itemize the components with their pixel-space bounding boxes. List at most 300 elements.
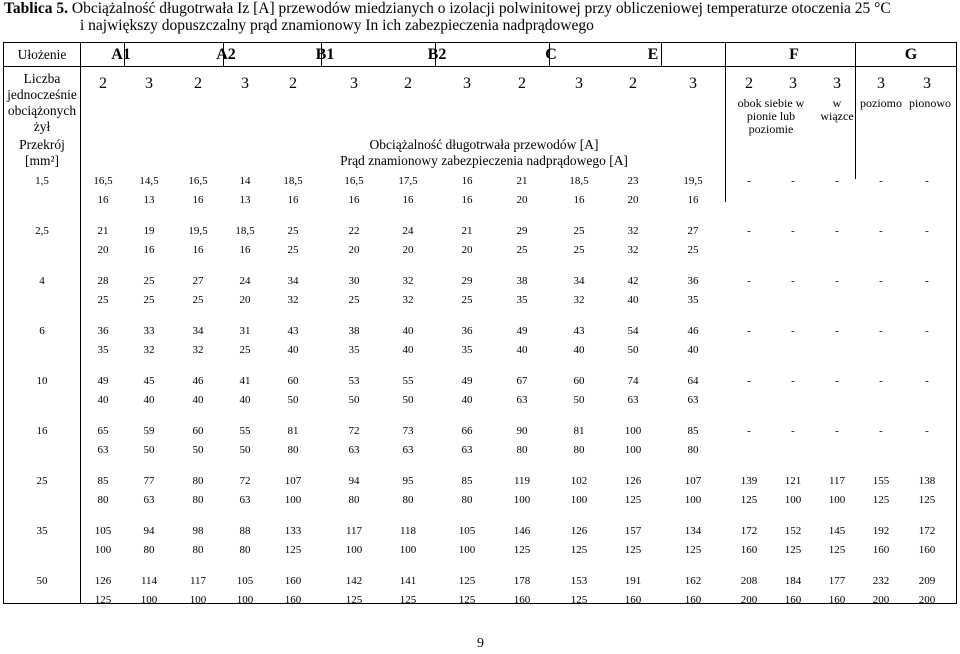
capacity-table xyxy=(3,42,957,604)
iz-value: - xyxy=(791,175,795,187)
iz-value: 55 xyxy=(239,425,251,437)
iz-value: 67 xyxy=(516,375,528,387)
in-value: 63 xyxy=(627,394,639,406)
caption-line2: i największy dopuszczalny prąd znamionowy In ich zabezpieczenia nadprądowego xyxy=(80,17,594,34)
core-count: 3 xyxy=(877,75,885,92)
iz-value: 23 xyxy=(627,175,639,187)
in-value: 13 xyxy=(239,194,251,206)
core-count: 3 xyxy=(689,75,697,92)
iz-value: 88 xyxy=(239,525,251,537)
iz-value: - xyxy=(925,375,929,387)
iz-value: 73 xyxy=(402,425,414,437)
unit-line-iz: Obciążalność długotrwała przewodów [A] xyxy=(369,137,599,152)
iz-value: 25 xyxy=(573,225,585,237)
iz-value: - xyxy=(835,275,839,287)
iz-value: 36 xyxy=(687,275,699,287)
iz-value: 134 xyxy=(684,525,702,537)
in-value: 32 xyxy=(573,294,585,306)
iz-value: 81 xyxy=(573,425,585,437)
in-value: 80 xyxy=(287,444,299,456)
iz-value: 72 xyxy=(348,425,360,437)
core-count: 3 xyxy=(923,75,931,92)
iz-value: - xyxy=(835,225,839,237)
in-value: 160 xyxy=(740,544,758,556)
in-value: 160 xyxy=(624,594,642,606)
iz-value: - xyxy=(879,175,883,187)
in-value: 40 xyxy=(402,344,414,356)
arrangement-c: C xyxy=(545,46,557,63)
core-count: 2 xyxy=(404,75,412,92)
iz-value: 19 xyxy=(143,225,155,237)
in-value: 16 xyxy=(192,244,204,256)
in-value: 125 xyxy=(570,544,588,556)
row-section: 4 xyxy=(39,275,45,287)
iz-value: - xyxy=(835,375,839,387)
iz-value: 22 xyxy=(348,225,360,237)
in-value: 80 xyxy=(461,494,473,506)
in-value: 100 xyxy=(458,544,476,556)
header-row-divider xyxy=(4,66,956,67)
in-value: 32 xyxy=(192,344,204,356)
in-value: 25 xyxy=(687,244,699,256)
iz-value: 153 xyxy=(570,575,588,587)
in-value: 80 xyxy=(687,444,699,456)
in-value: 20 xyxy=(239,294,251,306)
in-value: 125 xyxy=(284,544,302,556)
iz-value: - xyxy=(925,425,929,437)
iz-value: 94 xyxy=(348,475,360,487)
iz-value: 125 xyxy=(458,575,476,587)
iz-value: 60 xyxy=(192,425,204,437)
arrangement-e: E xyxy=(647,46,659,63)
iz-value: - xyxy=(879,425,883,437)
row-label-cores: Liczba jednocześnie obciążonych żył xyxy=(7,71,77,134)
in-value: 40 xyxy=(97,394,109,406)
in-value: 40 xyxy=(573,344,585,356)
iz-value: 105 xyxy=(94,525,112,537)
iz-value: - xyxy=(791,425,795,437)
iz-value: - xyxy=(791,275,795,287)
in-value: 125 xyxy=(684,544,702,556)
in-value: 100 xyxy=(684,494,702,506)
in-value: 32 xyxy=(287,294,299,306)
iz-value: 98 xyxy=(192,525,204,537)
in-value: 32 xyxy=(143,344,155,356)
fg-sublabel: poziomo xyxy=(860,96,902,110)
iz-value: - xyxy=(791,325,795,337)
iz-value: 74 xyxy=(627,375,639,387)
iz-value: 34 xyxy=(573,275,585,287)
iz-value: 41 xyxy=(239,375,251,387)
row-label-arrangement: Ułożenie xyxy=(17,47,67,62)
iz-value: 53 xyxy=(348,375,360,387)
in-value: 200 xyxy=(740,594,758,606)
in-value: 100 xyxy=(345,544,363,556)
in-value: 125 xyxy=(94,594,112,606)
in-value: 125 xyxy=(399,594,417,606)
iz-value: 117 xyxy=(828,475,846,487)
in-value: 125 xyxy=(784,544,802,556)
iz-value: 72 xyxy=(239,475,251,487)
iz-value: 36 xyxy=(461,325,473,337)
iz-value: 55 xyxy=(402,375,414,387)
core-count: 3 xyxy=(350,75,358,92)
in-value: 160 xyxy=(513,594,531,606)
in-value: 125 xyxy=(345,594,363,606)
in-value: 32 xyxy=(627,244,639,256)
iz-value: 34 xyxy=(287,275,299,287)
in-value: 100 xyxy=(570,494,588,506)
in-value: 63 xyxy=(516,394,528,406)
in-value: 160 xyxy=(784,594,802,606)
iz-value: 30 xyxy=(348,275,360,287)
iz-value: 155 xyxy=(872,475,890,487)
iz-value: 59 xyxy=(143,425,155,437)
iz-value: 162 xyxy=(684,575,702,587)
in-value: 63 xyxy=(239,494,251,506)
iz-value: 27 xyxy=(192,275,204,287)
core-count: 3 xyxy=(575,75,583,92)
iz-value: - xyxy=(747,325,751,337)
iz-value: 19,5 xyxy=(683,175,703,187)
iz-value: 105 xyxy=(458,525,476,537)
in-value: 200 xyxy=(918,594,936,606)
in-value: 40 xyxy=(287,344,299,356)
in-value: 63 xyxy=(348,444,360,456)
in-value: 50 xyxy=(573,394,585,406)
core-count: 3 xyxy=(833,75,841,92)
iz-value: 24 xyxy=(402,225,414,237)
iz-value: 14 xyxy=(239,175,251,187)
row-section: 25 xyxy=(36,475,48,487)
in-value: 25 xyxy=(461,294,473,306)
iz-value: 19,5 xyxy=(188,225,208,237)
iz-value: 102 xyxy=(570,475,588,487)
in-value: 50 xyxy=(348,394,360,406)
iz-value: 16,5 xyxy=(344,175,364,187)
iz-value: 17,5 xyxy=(398,175,418,187)
iz-value: 172 xyxy=(740,525,758,537)
arrangement-g: G xyxy=(904,46,918,63)
in-value: 125 xyxy=(828,544,846,556)
fg-sublabel: pionowo xyxy=(909,96,951,110)
iz-value: 18,5 xyxy=(569,175,589,187)
core-count: 2 xyxy=(99,75,107,92)
core-count: 2 xyxy=(745,75,753,92)
iz-value: 31 xyxy=(239,325,251,337)
iz-value: - xyxy=(879,325,883,337)
in-value: 100 xyxy=(189,594,207,606)
iz-value: 49 xyxy=(461,375,473,387)
core-count: 3 xyxy=(463,75,471,92)
iz-value: - xyxy=(879,225,883,237)
in-value: 63 xyxy=(97,444,109,456)
in-value: 63 xyxy=(402,444,414,456)
fg-sublabel: obok siebie w pionie lub poziomie xyxy=(737,96,805,136)
iz-value: 46 xyxy=(687,325,699,337)
iz-value: - xyxy=(791,225,795,237)
iz-value: 138 xyxy=(918,475,936,487)
in-value: 40 xyxy=(627,294,639,306)
iz-value: 36 xyxy=(97,325,109,337)
iz-value: 34 xyxy=(192,325,204,337)
iz-value: - xyxy=(879,275,883,287)
iz-value: - xyxy=(835,175,839,187)
iz-value: 40 xyxy=(402,325,414,337)
in-value: 25 xyxy=(287,244,299,256)
in-value: 63 xyxy=(461,444,473,456)
iz-value: 95 xyxy=(402,475,414,487)
arrangement-b1: B1 xyxy=(315,46,335,63)
in-value: 50 xyxy=(287,394,299,406)
iz-value: - xyxy=(747,275,751,287)
iz-value: 42 xyxy=(627,275,639,287)
iz-value: - xyxy=(925,275,929,287)
in-value: 35 xyxy=(348,344,360,356)
in-value: 50 xyxy=(402,394,414,406)
in-value: 50 xyxy=(239,444,251,456)
iz-value: 65 xyxy=(97,425,109,437)
iz-value: 152 xyxy=(784,525,802,537)
in-value: 50 xyxy=(192,444,204,456)
arrangement-b2: B2 xyxy=(427,46,447,63)
iz-value: 232 xyxy=(872,575,890,587)
in-value: 16 xyxy=(461,194,473,206)
iz-value: 114 xyxy=(140,575,158,587)
in-value: 20 xyxy=(627,194,639,206)
in-value: 16 xyxy=(287,194,299,206)
core-count: 2 xyxy=(518,75,526,92)
iz-value: 77 xyxy=(143,475,155,487)
in-value: 35 xyxy=(687,294,699,306)
iz-value: 85 xyxy=(97,475,109,487)
in-value: 80 xyxy=(192,544,204,556)
row-section: 35 xyxy=(36,525,48,537)
iz-value: 142 xyxy=(345,575,363,587)
page-number: 9 xyxy=(477,636,484,651)
in-value: 100 xyxy=(399,544,417,556)
iz-value: 27 xyxy=(687,225,699,237)
in-value: 100 xyxy=(828,494,846,506)
in-value: 100 xyxy=(236,594,254,606)
iz-value: 28 xyxy=(97,275,109,287)
iz-value: 32 xyxy=(402,275,414,287)
in-value: 125 xyxy=(513,544,531,556)
iz-value: 18,5 xyxy=(235,225,255,237)
iz-value: 66 xyxy=(461,425,473,437)
in-value: 50 xyxy=(143,444,155,456)
fg-sublabel: w wiązce xyxy=(820,96,854,123)
arrangement-divider xyxy=(725,43,726,66)
in-value: 25 xyxy=(143,294,155,306)
iz-value: 208 xyxy=(740,575,758,587)
in-value: 100 xyxy=(94,544,112,556)
iz-value: 81 xyxy=(287,425,299,437)
row-section: 6 xyxy=(39,325,45,337)
in-value: 125 xyxy=(570,594,588,606)
in-value: 20 xyxy=(461,244,473,256)
iz-value: 145 xyxy=(828,525,846,537)
iz-value: 16 xyxy=(461,175,473,187)
iz-value: 29 xyxy=(461,275,473,287)
iz-value: 94 xyxy=(143,525,155,537)
iz-value: - xyxy=(925,175,929,187)
core-count: 3 xyxy=(789,75,797,92)
iz-value: 24 xyxy=(239,275,251,287)
in-value: 20 xyxy=(97,244,109,256)
iz-value: - xyxy=(879,375,883,387)
in-value: 80 xyxy=(573,444,585,456)
iz-value: 105 xyxy=(236,575,254,587)
iz-value: 117 xyxy=(189,575,207,587)
in-value: 125 xyxy=(740,494,758,506)
iz-value: 172 xyxy=(918,525,936,537)
iz-value: 100 xyxy=(624,425,642,437)
in-value: 63 xyxy=(687,394,699,406)
in-value: 25 xyxy=(573,244,585,256)
iz-value: 33 xyxy=(143,325,155,337)
iz-value: 184 xyxy=(784,575,802,587)
in-value: 13 xyxy=(143,194,155,206)
in-value: 100 xyxy=(284,494,302,506)
iz-value: 85 xyxy=(461,475,473,487)
iz-value: 60 xyxy=(573,375,585,387)
in-value: 25 xyxy=(348,294,360,306)
in-value: 125 xyxy=(872,494,890,506)
row-section: 16 xyxy=(36,425,48,437)
iz-value: - xyxy=(791,375,795,387)
in-value: 16 xyxy=(573,194,585,206)
iz-value: 107 xyxy=(284,475,302,487)
in-value: 40 xyxy=(143,394,155,406)
iz-value: 18,5 xyxy=(283,175,303,187)
in-value: 16 xyxy=(402,194,414,206)
in-value: 25 xyxy=(239,344,251,356)
arrangement-a2: A2 xyxy=(216,46,236,63)
iz-value: 192 xyxy=(872,525,890,537)
in-value: 200 xyxy=(872,594,890,606)
in-value: 16 xyxy=(97,194,109,206)
row-section: 10 xyxy=(36,375,48,387)
iz-value: 54 xyxy=(627,325,639,337)
in-value: 35 xyxy=(461,344,473,356)
in-value: 80 xyxy=(192,494,204,506)
in-value: 100 xyxy=(624,444,642,456)
in-value: 25 xyxy=(192,294,204,306)
iz-value: 90 xyxy=(516,425,528,437)
in-value: 20 xyxy=(348,244,360,256)
in-value: 80 xyxy=(239,544,251,556)
iz-value: 21 xyxy=(97,225,109,237)
in-value: 160 xyxy=(284,594,302,606)
iz-value: 209 xyxy=(918,575,936,587)
iz-value: 118 xyxy=(399,525,417,537)
in-value: 40 xyxy=(516,344,528,356)
in-value: 16 xyxy=(687,194,699,206)
iz-value: 178 xyxy=(513,575,531,587)
iz-value: 32 xyxy=(627,225,639,237)
iz-value: 38 xyxy=(516,275,528,287)
in-value: 160 xyxy=(828,594,846,606)
iz-value: - xyxy=(835,325,839,337)
in-value: 35 xyxy=(97,344,109,356)
in-value: 32 xyxy=(402,294,414,306)
iz-value: 119 xyxy=(513,475,531,487)
in-value: 100 xyxy=(513,494,531,506)
iz-value: - xyxy=(747,225,751,237)
in-value: 16 xyxy=(239,244,251,256)
in-value: 50 xyxy=(627,344,639,356)
in-value: 100 xyxy=(784,494,802,506)
in-value: 40 xyxy=(461,394,473,406)
core-count: 3 xyxy=(145,75,153,92)
iz-value: 146 xyxy=(513,525,531,537)
unit-line-in: Prąd znamionowy zabezpieczenia nadprądowego [A] xyxy=(340,153,628,168)
iz-value: 46 xyxy=(192,375,204,387)
arrangement-a1: A1 xyxy=(111,46,131,63)
iz-value: 43 xyxy=(287,325,299,337)
iz-value: 14,5 xyxy=(139,175,159,187)
iz-value: - xyxy=(925,225,929,237)
in-value: 80 xyxy=(516,444,528,456)
in-value: 125 xyxy=(624,494,642,506)
in-value: 35 xyxy=(516,294,528,306)
label-column-divider xyxy=(80,43,81,603)
iz-value: 21 xyxy=(461,225,473,237)
in-value: 160 xyxy=(918,544,936,556)
iz-value: 107 xyxy=(684,475,702,487)
iz-value: 133 xyxy=(284,525,302,537)
iz-value: 139 xyxy=(740,475,758,487)
core-count: 2 xyxy=(629,75,637,92)
row-section: 1,5 xyxy=(35,175,49,187)
iz-value: 49 xyxy=(97,375,109,387)
iz-value: 21 xyxy=(516,175,528,187)
iz-value: 141 xyxy=(399,575,417,587)
iz-value: 29 xyxy=(516,225,528,237)
iz-value: 45 xyxy=(143,375,155,387)
in-value: 20 xyxy=(402,244,414,256)
iz-value: 25 xyxy=(287,225,299,237)
in-value: 100 xyxy=(140,594,158,606)
row-section: 2,5 xyxy=(35,225,49,237)
iz-value: 126 xyxy=(94,575,112,587)
in-value: 80 xyxy=(97,494,109,506)
iz-value: 16,5 xyxy=(93,175,113,187)
in-value: 80 xyxy=(143,544,155,556)
iz-value: 49 xyxy=(516,325,528,337)
in-value: 40 xyxy=(239,394,251,406)
in-value: 16 xyxy=(348,194,360,206)
iz-value: 60 xyxy=(287,375,299,387)
iz-value: - xyxy=(747,175,751,187)
iz-value: 121 xyxy=(784,475,802,487)
iz-value: 43 xyxy=(573,325,585,337)
in-value: 40 xyxy=(687,344,699,356)
iz-value: - xyxy=(747,375,751,387)
iz-value: 177 xyxy=(828,575,846,587)
row-section: 50 xyxy=(36,575,48,587)
in-value: 80 xyxy=(348,494,360,506)
caption-label: Tablica 5. xyxy=(4,0,69,17)
table-caption xyxy=(4,0,954,34)
iz-value: 160 xyxy=(284,575,302,587)
iz-value: 191 xyxy=(624,575,642,587)
in-value: 16 xyxy=(143,244,155,256)
iz-value: - xyxy=(925,325,929,337)
iz-value: 38 xyxy=(348,325,360,337)
in-value: 125 xyxy=(458,594,476,606)
